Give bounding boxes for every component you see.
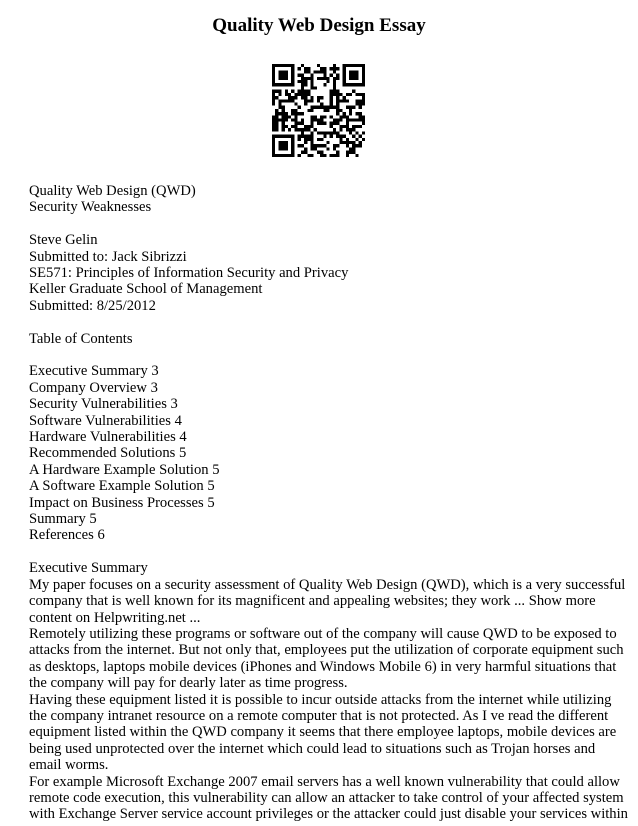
- body-line: the company intranet resource on a remote computer that is not protected. As I ve read the different: [29, 707, 609, 724]
- toc-item: A Hardware Example Solution 5: [29, 461, 220, 478]
- body-line: Remotely utilizing these programs or software out of the company will cause QWD to be exposed to: [29, 625, 617, 642]
- body-line: the company will pay for dearly later as time progress.: [29, 675, 348, 692]
- toc-item: References 6: [29, 527, 105, 544]
- course-name: SE571: Principles of Information Security and Privacy: [29, 265, 349, 282]
- body-line: being used unprotected over the internet which could lead to situations such as Trojan horses and: [29, 740, 596, 757]
- executive-summary-text: [29, 576, 628, 823]
- submitted-date: Submitted: 8/25/2012: [29, 297, 156, 314]
- toc-item: Impact on Business Processes 5: [29, 494, 215, 511]
- toc-item: Hardware Vulnerabilities 4: [29, 429, 187, 446]
- header-block: [29, 183, 619, 216]
- toc-item: A Software Example Solution 5: [29, 478, 215, 495]
- body-line: email worms.: [29, 757, 109, 774]
- body-line: remote code execution, this vulnerability can allow an attacker to take control of your affected system: [29, 789, 624, 806]
- body-line: My paper focuses on a security assessment of Quality Web Design (QWD), which is a very successful: [29, 576, 626, 593]
- toc-item: Executive Summary 3: [29, 363, 159, 380]
- header-line: Security Weaknesses: [29, 199, 152, 216]
- toc-heading: Table of Contents: [29, 330, 133, 347]
- body-line: content on Helpwriting.net ...: [29, 609, 201, 626]
- author-name: Steve Gelin: [29, 232, 98, 249]
- toc-item: Summary 5: [29, 511, 97, 528]
- body-line: equipment listed within the QWD company it seems that there employee laptops, mobile devices are: [29, 724, 617, 741]
- body-line: with Exchange Server service account privileges or the attacker could just disable your services within: [29, 806, 628, 823]
- toc-item: Software Vulnerabilities 4: [29, 412, 182, 429]
- body-line: attacks from the internet. But not only that, employees put the utilization of corporate equipment such: [29, 642, 624, 659]
- body-line: Having these equipment listed it is possible to incur outside attacks from the internet while utilizing: [29, 691, 612, 708]
- submitted-to: Submitted to: Jack Sibrizzi: [29, 248, 187, 265]
- header-line: Quality Web Design (QWD): [29, 183, 196, 199]
- body-line: For example Microsoft Exchange 2007 email servers has a well known vulnerability that could allow: [29, 773, 620, 790]
- body-line: company that is well known for its magnificent and appealing websites; they work ... Show more: [29, 593, 596, 610]
- toc-item: Recommended Solutions 5: [29, 445, 187, 462]
- document-body: [29, 183, 628, 823]
- toc-item: Company Overview 3: [29, 379, 158, 396]
- section-heading: Executive Summary: [29, 560, 148, 577]
- document-title: Quality Web Design Essay: [212, 15, 426, 36]
- body-line: as desktops, laptops mobile devices (iPhones and Windows Mobile 6) in very harmful situations that: [29, 658, 617, 675]
- author-block: [29, 232, 619, 314]
- table-of-contents: [29, 363, 619, 543]
- school-name: Keller Graduate School of Management: [29, 281, 263, 298]
- qr-code-icon: [272, 64, 365, 157]
- toc-item: Security Vulnerabilities 3: [29, 396, 178, 413]
